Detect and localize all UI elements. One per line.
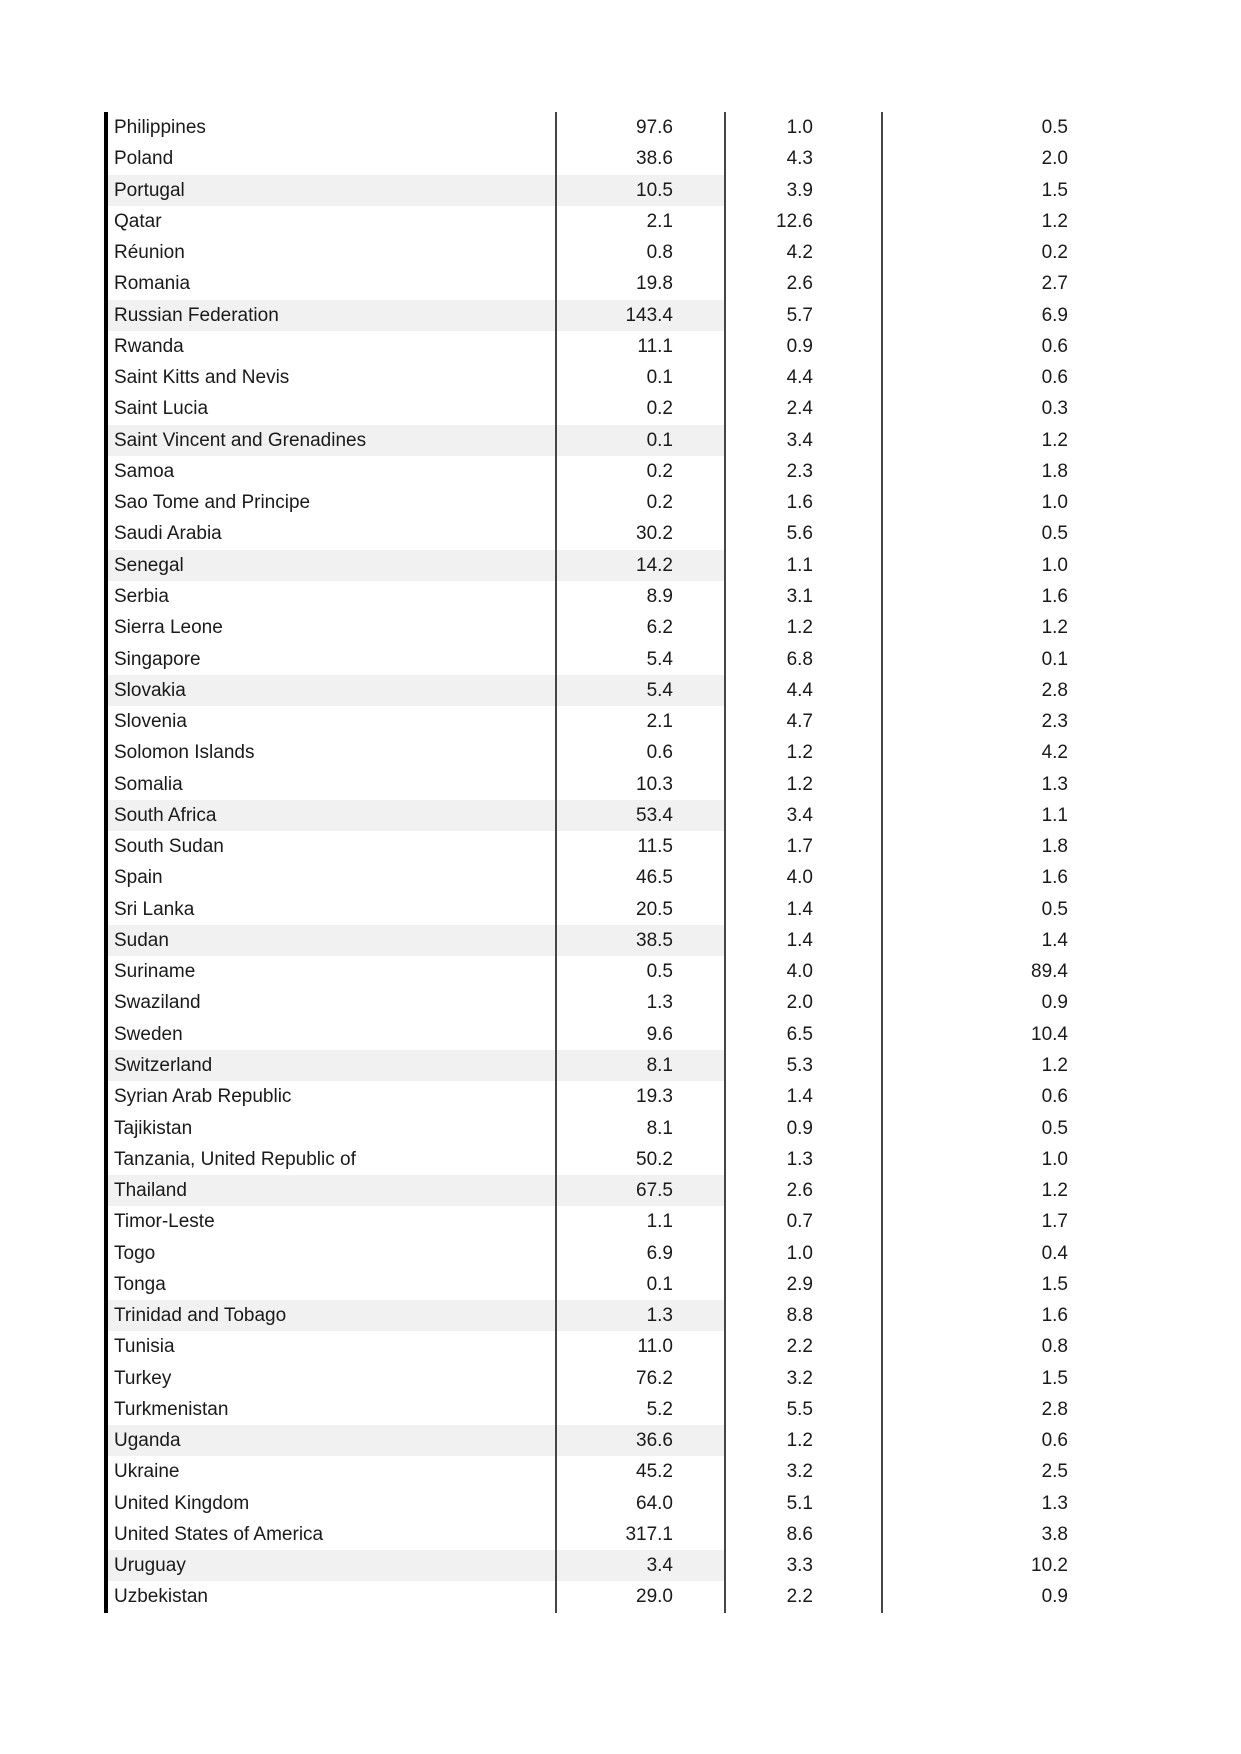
value-cell: 0.9 (1041, 992, 1068, 1014)
value-cell: 5.4 (557, 675, 726, 706)
value-cell: 12.6 (726, 206, 883, 237)
value-cell: 0.9 (1041, 1586, 1068, 1608)
table-row (108, 300, 1068, 331)
table-row (108, 1269, 1068, 1300)
value-cell: 19.3 (557, 1081, 726, 1112)
country-cell: Spain (108, 862, 557, 893)
table-row (108, 1488, 1068, 1519)
value-cell: 14.2 (557, 550, 726, 581)
value-cell: 36.6 (557, 1425, 726, 1456)
table-row (108, 706, 1068, 737)
value-cell: 0.5 (557, 956, 726, 987)
value-cell: 38.5 (557, 925, 726, 956)
value-cell: 0.5 (1041, 523, 1068, 545)
value-cell: 5.1 (726, 1488, 883, 1519)
value-cell: 0.6 (1041, 367, 1068, 389)
country-cell: Syrian Arab Republic (108, 1081, 557, 1112)
value-cell: 11.5 (557, 831, 726, 862)
value-cell: 1.4 (1041, 929, 1068, 951)
value-cell: 8.9 (557, 581, 726, 612)
value-cell: 0.9 (726, 331, 883, 362)
value-cell: 45.2 (557, 1456, 726, 1487)
value-cell: 1.6 (726, 487, 883, 518)
table-row (108, 425, 1068, 456)
country-cell: Portugal (108, 175, 557, 206)
table-row (108, 894, 1068, 925)
country-cell: Ukraine (108, 1456, 557, 1487)
country-cell: Sao Tome and Principe (108, 487, 557, 518)
value-cell: 8.1 (557, 1113, 726, 1144)
table-row (108, 175, 1068, 206)
value-cell: 3.4 (726, 425, 883, 456)
value-cell: 2.5 (1041, 1461, 1068, 1483)
country-cell: Thailand (108, 1175, 557, 1206)
table-row (108, 769, 1068, 800)
country-cell: South Africa (108, 800, 557, 831)
value-cell: 0.3 (1041, 398, 1068, 420)
value-cell: 0.2 (557, 487, 726, 518)
value-cell: 0.5 (1041, 898, 1068, 920)
country-cell: Slovakia (108, 675, 557, 706)
value-cell: 4.2 (1041, 742, 1068, 764)
value-cell: 0.1 (557, 1269, 726, 1300)
value-cell: 1.0 (726, 112, 883, 143)
value-cell: 1.4 (726, 1081, 883, 1112)
table-row (108, 925, 1068, 956)
value-cell: 10.3 (557, 769, 726, 800)
value-cell: 2.2 (726, 1581, 883, 1612)
value-cell: 89.4 (1031, 961, 1068, 983)
table-row (108, 487, 1068, 518)
table-row (108, 206, 1068, 237)
value-cell: 1.8 (1041, 836, 1068, 858)
value-cell: 1.5 (1041, 179, 1068, 201)
value-cell: 6.5 (726, 1019, 883, 1050)
table-row (108, 1550, 1068, 1581)
country-cell: Russian Federation (108, 300, 557, 331)
table-row (108, 331, 1068, 362)
table-row (108, 1238, 1068, 1269)
value-cell: 19.8 (557, 268, 726, 299)
value-cell: 5.4 (557, 644, 726, 675)
table-row (108, 581, 1068, 612)
country-cell: Saint Kitts and Nevis (108, 362, 557, 393)
table-row (108, 1081, 1068, 1112)
value-cell: 1.3 (1041, 773, 1068, 795)
value-cell: 143.4 (557, 300, 726, 331)
value-cell: 11.0 (557, 1331, 726, 1362)
value-cell: 3.4 (726, 800, 883, 831)
value-cell: 2.6 (726, 268, 883, 299)
value-cell: 5.5 (726, 1394, 883, 1425)
value-cell: 1.3 (557, 1300, 726, 1331)
table-row (108, 956, 1068, 987)
country-cell: Saint Lucia (108, 393, 557, 424)
value-cell: 1.4 (726, 894, 883, 925)
value-cell: 1.6 (1041, 867, 1068, 889)
value-cell: 1.2 (1041, 617, 1068, 639)
value-cell: 67.5 (557, 1175, 726, 1206)
value-cell: 1.2 (1041, 429, 1068, 451)
table-row (108, 987, 1068, 1018)
value-cell: 2.7 (1041, 273, 1068, 295)
value-cell: 1.2 (726, 737, 883, 768)
value-cell: 1.3 (1041, 1492, 1068, 1514)
table-row (108, 456, 1068, 487)
country-cell: Turkmenistan (108, 1394, 557, 1425)
country-cell: Uzbekistan (108, 1581, 557, 1612)
table-row (108, 518, 1068, 549)
value-cell: 0.5 (1041, 1117, 1068, 1139)
value-cell: 0.2 (1041, 242, 1068, 264)
country-cell: Saint Vincent and Grenadines (108, 425, 557, 456)
value-cell: 2.2 (726, 1331, 883, 1362)
table-row (108, 1300, 1068, 1331)
value-cell: 0.4 (1041, 1242, 1068, 1264)
value-cell: 1.1 (1041, 804, 1068, 826)
table-row (108, 1425, 1068, 1456)
value-cell: 6.2 (557, 612, 726, 643)
country-cell: Tajikistan (108, 1113, 557, 1144)
value-cell: 29.0 (557, 1581, 726, 1612)
table-row (108, 862, 1068, 893)
value-cell: 0.2 (557, 393, 726, 424)
country-cell: Romania (108, 268, 557, 299)
value-cell: 5.7 (726, 300, 883, 331)
value-cell: 5.2 (557, 1394, 726, 1425)
value-cell: 6.8 (726, 644, 883, 675)
table-row (108, 143, 1068, 174)
value-cell: 0.2 (557, 456, 726, 487)
table-row (108, 800, 1068, 831)
country-cell: Sudan (108, 925, 557, 956)
table-row (108, 550, 1068, 581)
table-row (108, 393, 1068, 424)
country-cell: Sweden (108, 1019, 557, 1050)
country-cell: Poland (108, 143, 557, 174)
country-data-table (104, 112, 1068, 1613)
country-cell: Uruguay (108, 1550, 557, 1581)
value-cell: 4.3 (726, 143, 883, 174)
value-cell: 1.2 (726, 612, 883, 643)
country-cell: Swaziland (108, 987, 557, 1018)
value-cell: 2.9 (726, 1269, 883, 1300)
table-row (108, 1331, 1068, 1362)
value-cell: 0.1 (1041, 648, 1068, 670)
value-cell: 1.0 (1041, 554, 1068, 576)
value-cell: 53.4 (557, 800, 726, 831)
country-cell: United Kingdom (108, 1488, 557, 1519)
table-row (108, 362, 1068, 393)
value-cell: 9.6 (557, 1019, 726, 1050)
country-cell: Rwanda (108, 331, 557, 362)
table-row (108, 268, 1068, 299)
table-row (108, 1394, 1068, 1425)
value-cell: 10.2 (1031, 1555, 1068, 1577)
value-cell: 2.8 (1041, 1398, 1068, 1420)
value-cell: 4.7 (726, 706, 883, 737)
table-row (108, 1144, 1068, 1175)
country-cell: Qatar (108, 206, 557, 237)
value-cell: 11.1 (557, 331, 726, 362)
value-cell: 1.3 (557, 987, 726, 1018)
value-cell: 2.1 (557, 206, 726, 237)
value-cell: 1.6 (1041, 1305, 1068, 1327)
country-cell: Timor-Leste (108, 1206, 557, 1237)
country-cell: Turkey (108, 1363, 557, 1394)
value-cell: 2.0 (726, 987, 883, 1018)
country-cell: Solomon Islands (108, 737, 557, 768)
value-cell: 0.6 (1041, 1086, 1068, 1108)
country-cell: Samoa (108, 456, 557, 487)
value-cell: 4.0 (726, 862, 883, 893)
value-cell: 3.3 (726, 1550, 883, 1581)
value-cell: 1.2 (726, 1425, 883, 1456)
value-cell: 3.8 (1041, 1523, 1068, 1545)
country-cell: Senegal (108, 550, 557, 581)
table-row (108, 237, 1068, 268)
country-cell: Togo (108, 1238, 557, 1269)
value-cell: 1.2 (726, 769, 883, 800)
country-cell: Singapore (108, 644, 557, 675)
value-cell: 76.2 (557, 1363, 726, 1394)
value-cell: 2.1 (557, 706, 726, 737)
value-cell: 97.6 (557, 112, 726, 143)
value-cell: 1.1 (726, 550, 883, 581)
value-cell: 1.3 (726, 1144, 883, 1175)
value-cell: 5.6 (726, 518, 883, 549)
value-cell: 8.6 (726, 1519, 883, 1550)
value-cell: 3.1 (726, 581, 883, 612)
table-row (108, 1019, 1068, 1050)
value-cell: 5.3 (726, 1050, 883, 1081)
value-cell: 4.4 (726, 362, 883, 393)
country-cell: Serbia (108, 581, 557, 612)
value-cell: 1.4 (726, 925, 883, 956)
value-cell: 1.0 (726, 1238, 883, 1269)
value-cell: 2.3 (1041, 711, 1068, 733)
value-cell: 3.4 (557, 1550, 726, 1581)
table-row (108, 1363, 1068, 1394)
country-cell: Somalia (108, 769, 557, 800)
table-row (108, 112, 1068, 143)
value-cell: 2.8 (1041, 679, 1068, 701)
table-body (108, 112, 1068, 1613)
value-cell: 46.5 (557, 862, 726, 893)
value-cell: 1.5 (1041, 1273, 1068, 1295)
value-cell: 50.2 (557, 1144, 726, 1175)
table-row (108, 1050, 1068, 1081)
value-cell: 2.4 (726, 393, 883, 424)
country-cell: Tanzania, United Republic of (108, 1144, 557, 1175)
value-cell: 1.7 (1041, 1211, 1068, 1233)
value-cell: 6.9 (1041, 304, 1068, 326)
value-cell: 8.1 (557, 1050, 726, 1081)
country-cell: Philippines (108, 112, 557, 143)
value-cell: 317.1 (557, 1519, 726, 1550)
value-cell: 3.2 (726, 1456, 883, 1487)
table-row (108, 737, 1068, 768)
value-cell: 1.7 (726, 831, 883, 862)
country-cell: Trinidad and Tobago (108, 1300, 557, 1331)
value-cell: 0.8 (1041, 1336, 1068, 1358)
country-cell: Réunion (108, 237, 557, 268)
value-cell: 4.4 (726, 675, 883, 706)
table-row (108, 1175, 1068, 1206)
table-row (108, 644, 1068, 675)
value-cell: 38.6 (557, 143, 726, 174)
country-cell: Suriname (108, 956, 557, 987)
value-cell: 10.5 (557, 175, 726, 206)
value-cell: 10.4 (1031, 1023, 1068, 1045)
value-cell: 30.2 (557, 518, 726, 549)
value-cell: 0.7 (726, 1206, 883, 1237)
country-cell: Saudi Arabia (108, 518, 557, 549)
value-cell: 64.0 (557, 1488, 726, 1519)
value-cell: 1.8 (1041, 460, 1068, 482)
value-cell: 1.1 (557, 1206, 726, 1237)
value-cell: 3.9 (726, 175, 883, 206)
country-cell: Slovenia (108, 706, 557, 737)
country-cell: Tonga (108, 1269, 557, 1300)
country-cell: Sierra Leone (108, 612, 557, 643)
table-row (108, 1206, 1068, 1237)
value-cell: 1.0 (1041, 1148, 1068, 1170)
table-row (108, 612, 1068, 643)
value-cell: 1.0 (1041, 492, 1068, 514)
table-row (108, 1519, 1068, 1550)
value-cell: 2.6 (726, 1175, 883, 1206)
table-row (108, 1113, 1068, 1144)
country-cell: Tunisia (108, 1331, 557, 1362)
value-cell: 1.2 (1041, 1054, 1068, 1076)
country-cell: Switzerland (108, 1050, 557, 1081)
value-cell: 1.2 (1041, 1180, 1068, 1202)
value-cell: 2.0 (1041, 148, 1068, 170)
value-cell: 0.6 (1041, 335, 1068, 357)
value-cell: 1.2 (1041, 210, 1068, 232)
value-cell: 20.5 (557, 894, 726, 925)
value-cell: 1.5 (1041, 1367, 1068, 1389)
table-row (108, 675, 1068, 706)
value-cell: 0.1 (557, 362, 726, 393)
value-cell: 0.5 (1041, 117, 1068, 138)
value-cell: 6.9 (557, 1238, 726, 1269)
value-cell: 0.6 (1041, 1430, 1068, 1452)
value-cell: 3.2 (726, 1363, 883, 1394)
value-cell: 2.3 (726, 456, 883, 487)
table-row (108, 831, 1068, 862)
value-cell: 0.6 (557, 737, 726, 768)
value-cell: 1.6 (1041, 585, 1068, 607)
value-cell: 0.1 (557, 425, 726, 456)
table-row (108, 1581, 1068, 1612)
country-cell: United States of America (108, 1519, 557, 1550)
value-cell: 0.9 (726, 1113, 883, 1144)
country-cell: Uganda (108, 1425, 557, 1456)
value-cell: 4.2 (726, 237, 883, 268)
value-cell: 4.0 (726, 956, 883, 987)
country-cell: Sri Lanka (108, 894, 557, 925)
country-cell: South Sudan (108, 831, 557, 862)
table-row (108, 1456, 1068, 1487)
value-cell: 8.8 (726, 1300, 883, 1331)
value-cell: 0.8 (557, 237, 726, 268)
